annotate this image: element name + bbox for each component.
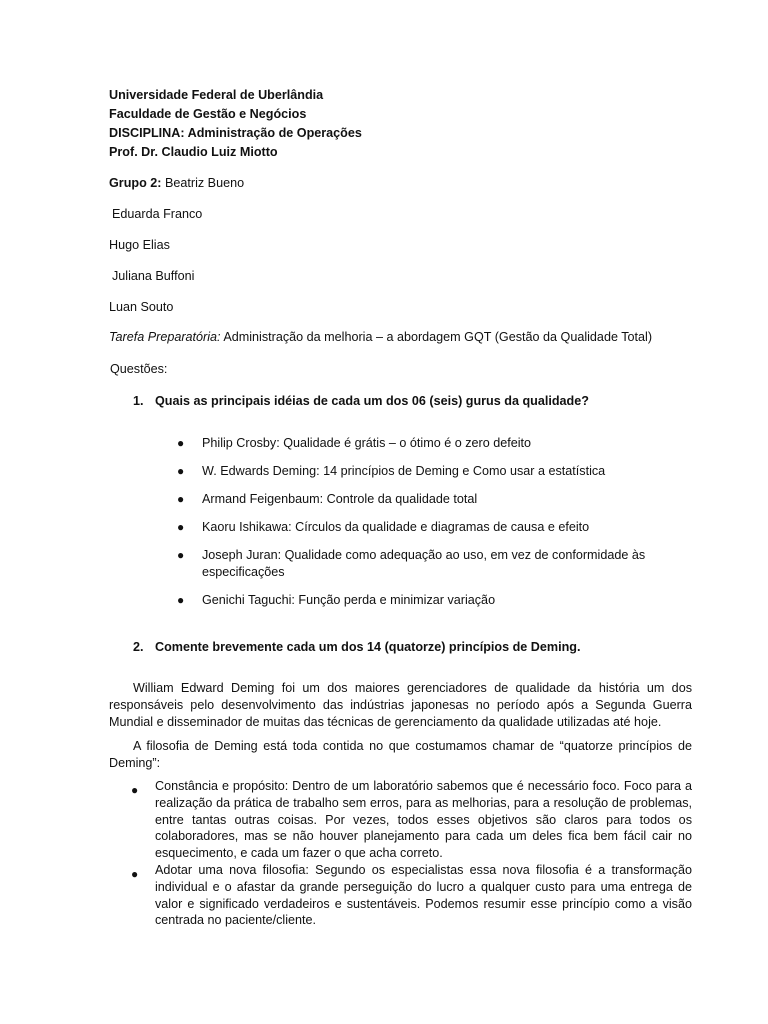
list-item-paragraph: Adotar uma nova filosofia: Segundo os especialistas essa nova filosofia é a transformação individual e o afastar da grande perseguição do lucro a qualquer custo para uma entrega de valor e significado verdadeiros e sustentáveis. Podemos resumir esse princípio como a visão centrada no paciente/cliente. — [155, 863, 692, 928]
list-item-text: especificações — [202, 565, 285, 579]
list-item-text: Armand Feigenbaum: Controle da qualidade total — [202, 492, 478, 506]
faculty-name: Faculdade de Gestão e Negócios — [109, 107, 307, 121]
list-item-text: Philip Crosby: Qualidade é grátis – o ótimo é o zero defeito — [202, 436, 532, 450]
group-member: Luan Souto — [109, 300, 174, 314]
bullet-icon: ● — [131, 783, 139, 797]
list-item-text: Kaoru Ishikawa: Círculos da qualidade e diagramas de causa e efeito — [202, 520, 590, 534]
question-text: Comente brevemente cada um dos 14 (quatorze) princípios de Deming. — [155, 640, 581, 654]
bullet-icon: ● — [177, 492, 185, 506]
bullet-icon: ● — [177, 464, 185, 478]
bullet-icon: ● — [177, 520, 185, 534]
list-item-text: Genichi Taguchi: Função perda e minimizar variação — [202, 593, 496, 607]
discipline-line: DISCIPLINA: Administração de Operações — [109, 126, 362, 140]
question-number: 2. — [133, 640, 144, 654]
task-label: Tarefa Preparatória: — [109, 330, 221, 344]
group-member: Juliana Buffoni — [112, 269, 195, 283]
group-label: Grupo 2: — [109, 176, 162, 190]
list-item-paragraph: Constância e propósito: Dentro de um laboratório sabemos que é necessário foco. Foco para a realização da prática de trabalho sem erros, para as melhorias, para a resolução de problemas, entre tantas outras coisas. Por vezes, todos esses objetivos são claros para todos os colaboradores, mas se não houver planejamento para cada um deles fica bem fácil cair no esquecimento, e cada um fazer o que acha correto. — [155, 779, 692, 861]
task-line — [109, 328, 652, 346]
question-text: Quais as principais idéias de cada um dos 06 (seis) gurus da qualidade? — [155, 394, 589, 408]
group-member: Hugo Elias — [109, 238, 170, 252]
task-text: Administração da melhoria – a abordagem GQT (Gestão da Qualidade Total) — [223, 330, 653, 344]
list-item-text: W. Edwards Deming: 14 princípios de Deming e Como usar a estatística — [202, 464, 606, 478]
bullet-icon: ● — [177, 548, 185, 562]
list-item-text: Joseph Juran: Qualidade como adequação ao uso, em vez de conformidade às — [202, 548, 646, 562]
university-name: Universidade Federal de Uberlândia — [109, 88, 324, 102]
bullet-icon: ● — [177, 436, 185, 450]
professor-line: Prof. Dr. Claudio Luiz Miotto — [109, 145, 278, 159]
bullet-icon: ● — [131, 867, 139, 881]
group-line — [109, 174, 244, 192]
questions-label: Questões: — [110, 362, 168, 376]
question-number: 1. — [133, 394, 144, 408]
bullet-icon: ● — [177, 593, 185, 607]
group-member: Beatriz Bueno — [164, 176, 245, 190]
group-member: Eduarda Franco — [112, 207, 203, 221]
paragraph: William Edward Deming foi um dos maiores gerenciadores de qualidade da história um dos responsáveis pelo desenvolvimento das indústrias japonesas no período após a Segunda Guerra Mundial e disseminador de muitas das técnicas de gerenciamento da qualidade utilizadas até hoje. — [109, 681, 692, 729]
paragraph: A filosofia de Deming está toda contida no que costumamos chamar de “quatorze princípios de Deming”: — [109, 739, 692, 770]
